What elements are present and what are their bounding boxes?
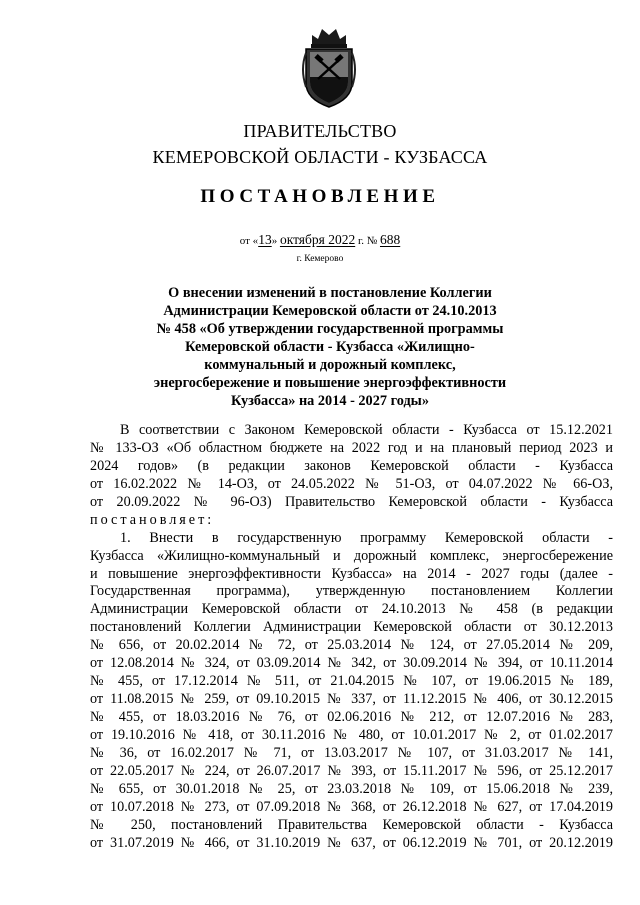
document-number: 688: [379, 232, 401, 247]
body-line: от 31.07.2019 № 466, от 31.10.2019 № 637, от 06.12.2019 № 701, от 20.12.2019: [90, 834, 613, 851]
body-line: постановлений Коллегии Администрации Кемеровской области от 30.12.2013: [90, 619, 613, 636]
subject-line: Кузбасса» на 2014 - 2027 годы»: [231, 393, 429, 409]
subject-line: коммунальный и дорожный комплекс,: [204, 357, 456, 373]
date-quote-close: »: [271, 235, 278, 247]
body-line: № 655, от 30.01.2018 № 25, от 23.03.2018 № 109, от 15.06.2018 № 239,: [90, 780, 613, 797]
subject-line: энергосбережение и повышение энергоэффективности: [153, 375, 507, 391]
body-line: Администрации Кемеровской области от 24.10.2013 № 458 (в редакции: [90, 601, 613, 618]
body-line: и повышение энергоэффективности Кузбасса» на 2014 - 2027 годы (далее -: [90, 565, 613, 582]
body-line: от 11.08.2015 № 259, от 09.10.2015 № 337, от 11.12.2015 № 406, от 30.12.2015: [90, 691, 613, 708]
body-line: от 16.02.2022 № 14-ОЗ, от 24.05.2022 № 51-ОЗ, от 04.07.2022 № 66-ОЗ,: [90, 475, 613, 492]
body-line: Кузбасса «Жилищно-коммунальный и дорожный комплекс, энергосбережение: [90, 547, 613, 564]
body-line: № 455, от 18.03.2016 № 76, от 02.06.2016 № 212, от 12.07.2016 № 283,: [90, 709, 613, 725]
date-number-line: [0, 233, 640, 248]
subject-line: № 458 «Об утверждении государственной программы: [156, 321, 504, 337]
place-of-issue: г. Кемерово: [296, 254, 344, 264]
body-line: 2024 годов» (в редакции законов Кемеровской области - Кузбасса: [90, 457, 613, 474]
date-day: 13: [258, 232, 272, 247]
government-title-line2: КЕМЕРОВСКОЙ ОБЛАСТИ - КУЗБАССА: [152, 147, 488, 167]
body-line: от 20.09.2022 № 96-ОЗ) Правительство Кемеровской области - Кузбасса: [90, 493, 613, 510]
body-line: от 10.07.2018 № 273, от 07.09.2018 № 368, от 26.12.2018 № 627, от 17.04.2019: [90, 798, 613, 815]
subject-line: Администрации Кемеровской области от 24.10.2013: [163, 303, 497, 319]
document-type-title: ПОСТАНОВЛЕНИЕ: [200, 186, 440, 207]
date-year-suffix: г.: [357, 235, 364, 247]
coat-of-arms-emblem: [298, 23, 360, 109]
body-line: от 12.08.2014 № 324, от 03.09.2014 № 342, от 30.09.2014 № 394, от 10.11.2014: [90, 655, 613, 672]
subject-heading: [120, 284, 540, 410]
body-line: от 22.05.2017 № 224, от 26.07.2017 № 393, от 15.11.2017 № 596, от 25.12.2017: [90, 762, 613, 779]
body-line-resolves: постановляет:: [90, 511, 215, 528]
body-line: № 656, от 20.02.2014 № 72, от 25.03.2014 № 124, от 27.05.2014 № 209,: [90, 637, 613, 654]
body-text: [90, 422, 613, 853]
body-line: от 19.10.2016 № 418, от 30.11.2016 № 480, от 10.01.2017 № 2, от 01.02.2017: [90, 726, 613, 743]
subject-line: Кемеровской области - Кузбасса «Жилищно-: [185, 339, 475, 355]
date-prefix: от «: [239, 235, 259, 247]
body-line: № 36, от 16.02.2017 № 71, от 13.03.2017 № 107, от 31.03.2017 № 141,: [90, 744, 613, 761]
body-line: В соответствии с Законом Кемеровской области - Кузбасса от 15.12.2021: [120, 422, 613, 438]
number-label: №: [366, 235, 378, 247]
subject-line: О внесении изменений в постановление Коллегии: [168, 285, 492, 301]
body-line: Государственная программа), утвержденную постановлением Коллегии: [90, 583, 613, 600]
government-title-line1: ПРАВИТЕЛЬСТВО: [243, 121, 397, 141]
body-line: № 455, от 17.12.2014 № 511, от 21.04.2015 № 107, от 19.06.2015 № 189,: [90, 673, 613, 690]
body-line: № 250, постановлений Правительства Кемеровской области - Кузбасса: [90, 816, 613, 833]
body-line: № 133-ОЗ «Об областном бюджете на 2022 год и на плановый период 2023 и: [90, 439, 613, 456]
date-month-year: октября 2022: [279, 232, 356, 247]
body-line: 1. Внести в государственную программу Кемеровской области -: [120, 529, 613, 546]
